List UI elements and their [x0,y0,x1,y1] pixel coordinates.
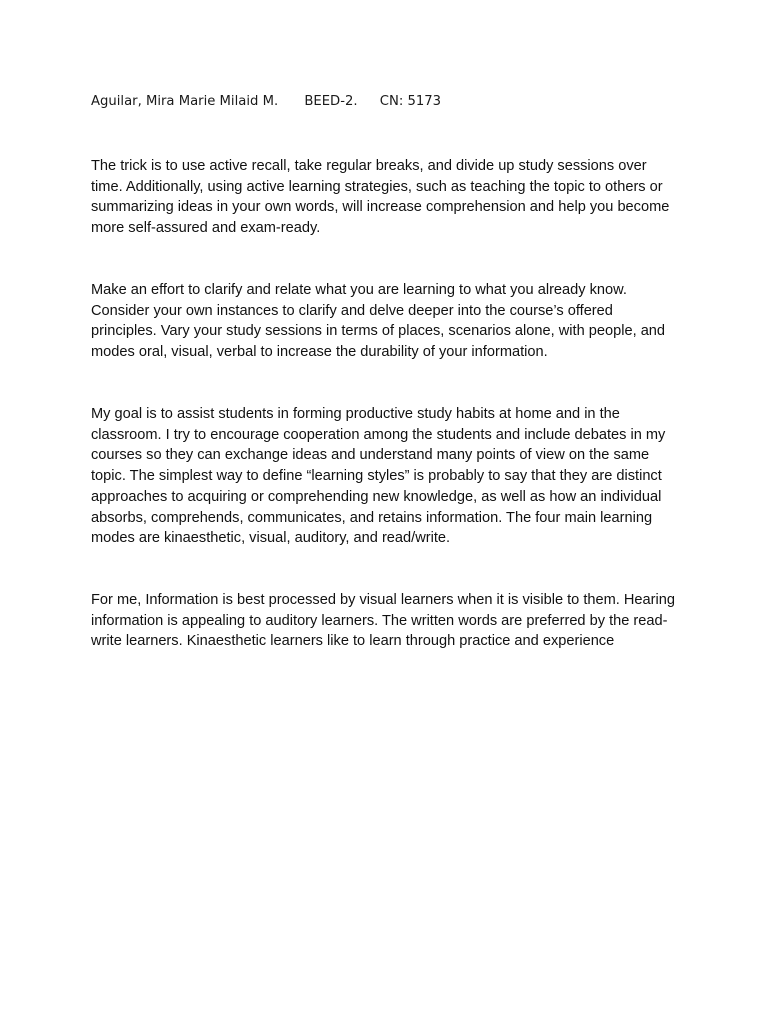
course-code: BEED-2. [304,94,358,109]
student-name: Aguilar, Mira Marie Milaid M. [91,94,279,109]
paragraph-2: Make an effort to clarify and relate what you are learning to what you already know. Consider your own instances to clarify and delve deeper into the course’s offered principles. Vary your study sessions in terms of places, scenarios alone, with people, and modes oral, visual, verbal to increase the durability of your information. [91,282,666,361]
paragraph-4: For me, Information is best processed by visual learners when it is visible to them. Hearing information is appealing to auditory learners. The written words are preferred by the read-write learners. Kinaesthetic learners like to learn through practice and experience [91,592,675,650]
paragraph-1: The trick is to use active recall, take regular breaks, and divide up study sessions over time. Additionally, using active learning strategies, such as teaching the topic to others or summarizing ideas in your own words, will increase comprehension and help you become more self-assured and exam-ready. [91,158,670,237]
paragraph-3: My goal is to assist students in forming productive study habits at home and in the classroom. I try to encourage cooperation among the students and include debates in my courses so they can exchange ideas and understand many points of view on the same topic. The simplest way to define “learning styles” is probably to say that they are distinct approaches to acquiring or comprehending new knowledge, as well as how an individual absorbs, comprehends, communicates, and retains information. The four main learning modes are kinaesthetic, visual, auditory, and read/write. [91,406,666,547]
class-number: CN: 5173 [379,94,442,109]
student-header [91,93,441,111]
